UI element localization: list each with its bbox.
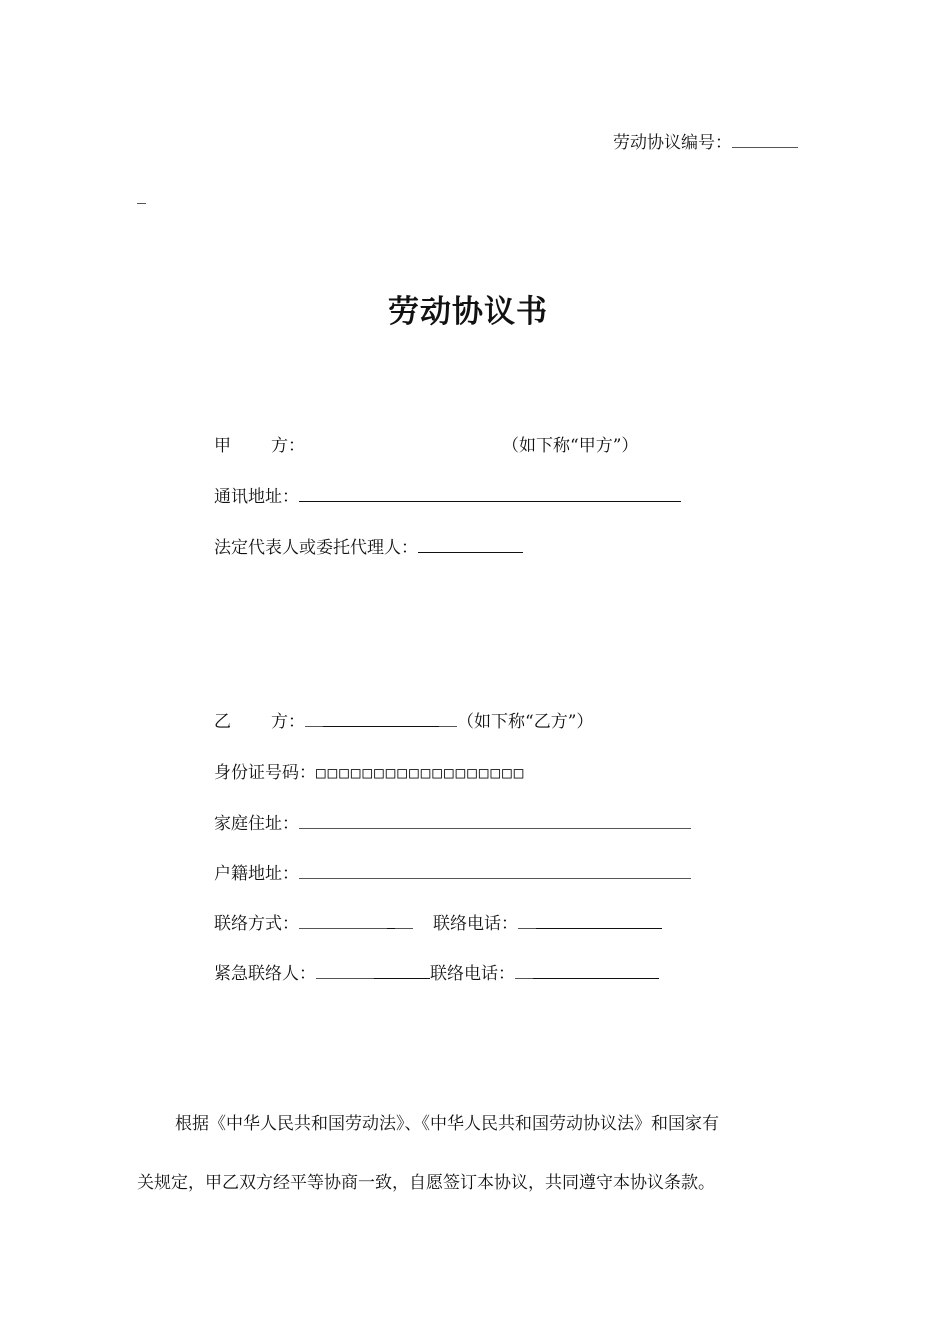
party-a-rep-row xyxy=(214,533,523,558)
party-b-contact-field[interactable] xyxy=(387,928,395,929)
party-b-household-label: 户籍地址： xyxy=(214,864,299,884)
party-b-household-row xyxy=(214,859,691,884)
party-b-id-boxes[interactable]: □□□□□□□□□□□□□□□□□□ xyxy=(316,763,526,782)
preamble-line-2: 关规定，甲乙双方经平等协商一致，自愿签订本协议，共同遵守本协议条款。 xyxy=(137,1173,715,1193)
party-b-label: 乙 方： xyxy=(214,712,305,732)
party-a-label: 甲 方： xyxy=(214,436,305,456)
party-b-phone2-label: 联络电话： xyxy=(430,964,515,984)
party-b-home-field[interactable] xyxy=(299,828,691,829)
party-b-contact-row xyxy=(214,909,662,934)
party-b-emergency-row xyxy=(214,959,659,984)
party-a-rep-label: 法定代表人或委托代理人： xyxy=(214,538,418,558)
contract-number-label: 劳动协议编号： xyxy=(613,133,732,153)
party-a-address-field[interactable] xyxy=(299,501,681,502)
contract-number xyxy=(613,128,798,153)
party-b-home-label: 家庭住址： xyxy=(214,814,299,834)
party-b-id-row xyxy=(214,758,525,783)
party-b-phone-label: 联络电话： xyxy=(433,914,518,934)
party-b-name-field[interactable] xyxy=(323,726,439,727)
contract-number-blank[interactable] xyxy=(732,147,798,148)
party-b-suffix: （如下称“乙方”） xyxy=(457,712,594,732)
party-b-phone-field[interactable] xyxy=(536,928,662,929)
preamble-line-1: 根据《中华人民共和国劳动法》、《中华人民共和国劳动协议法》和国家有 xyxy=(175,1114,719,1134)
party-a-suffix: （如下称“甲方”） xyxy=(502,436,639,456)
party-a-address-label: 通讯地址： xyxy=(214,487,299,507)
document-title: 劳动协议书 xyxy=(388,294,548,330)
party-b-emergency-field[interactable] xyxy=(374,978,430,979)
party-b-emergency-label: 紧急联络人： xyxy=(214,964,316,984)
party-b-row xyxy=(214,707,593,732)
stray-underline xyxy=(137,203,146,204)
party-a-rep-field[interactable] xyxy=(418,552,523,553)
party-b-contact-label: 联络方式： xyxy=(214,914,299,934)
party-b-home-row xyxy=(214,809,691,834)
party-b-household-field[interactable] xyxy=(299,878,691,879)
party-a-address-row xyxy=(214,482,681,507)
party-b-id-label: 身份证号码： xyxy=(214,763,316,783)
party-b-phone2-field[interactable] xyxy=(533,978,659,979)
